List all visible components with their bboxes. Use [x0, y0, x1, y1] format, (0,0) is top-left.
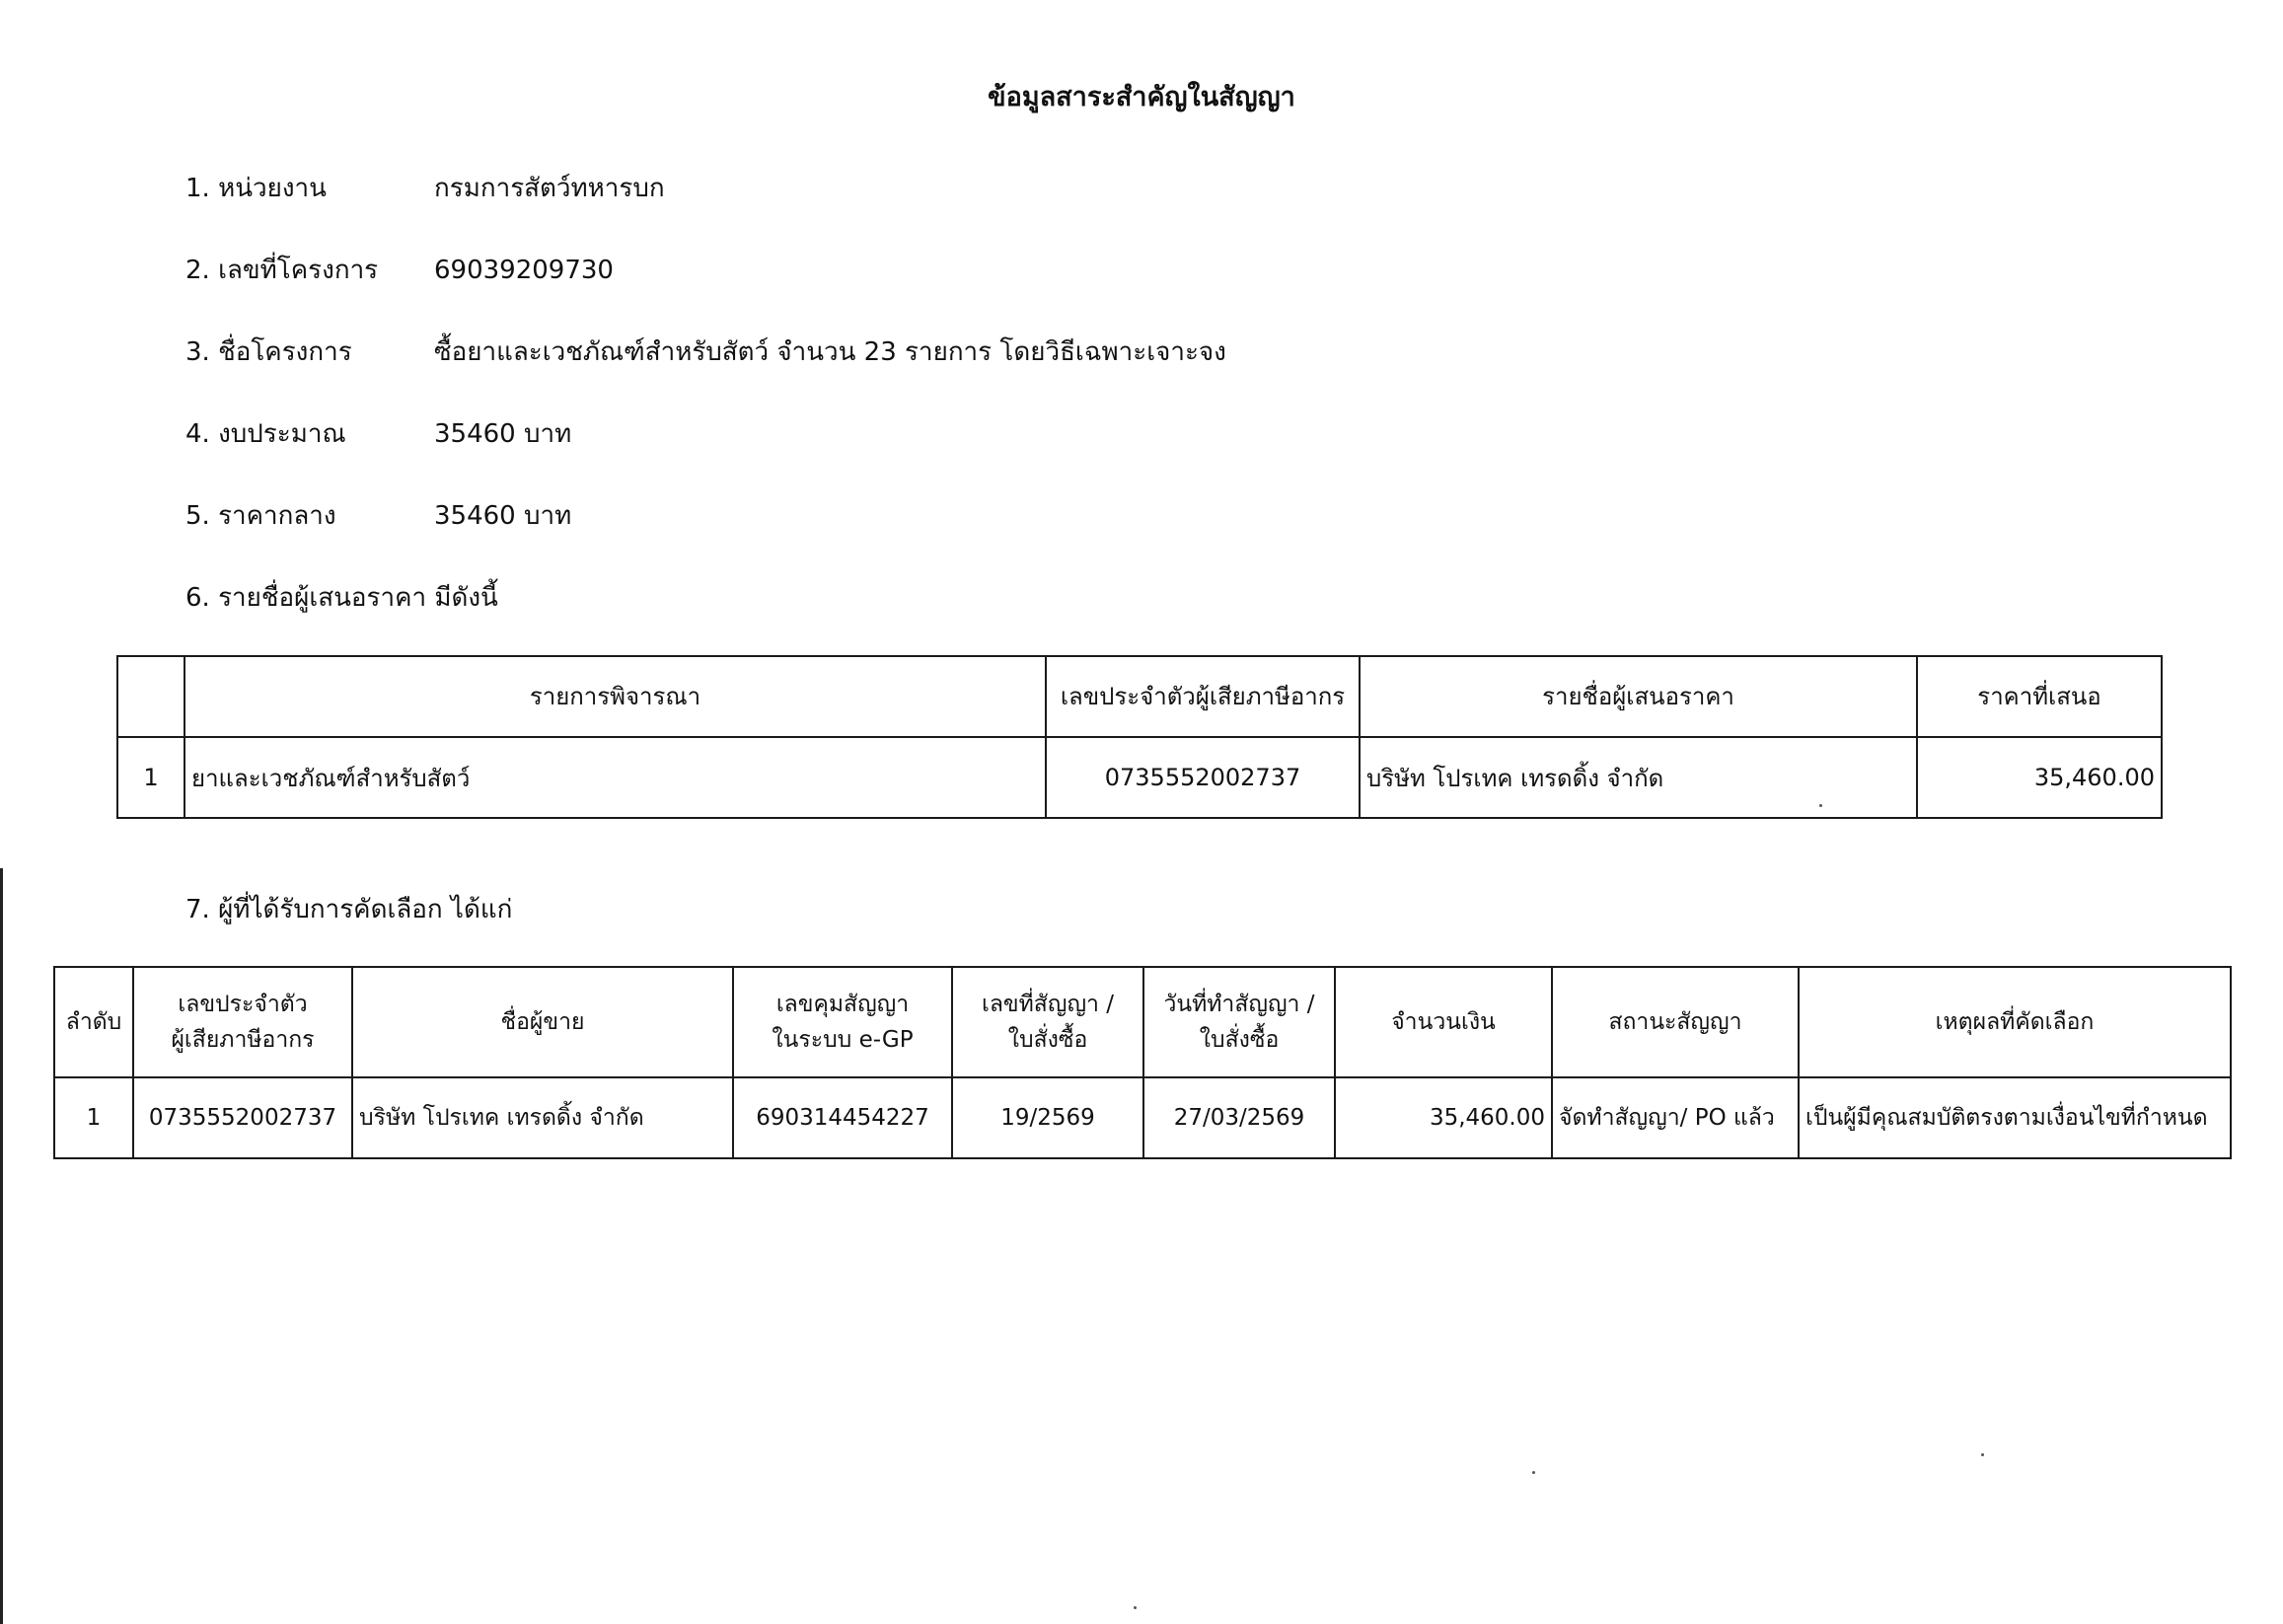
info-value: 35460 บาท: [434, 419, 572, 449]
header-line: เลขคุมสัญญา: [775, 992, 910, 1017]
column-header-amount: จำนวนเงิน: [1335, 967, 1552, 1077]
info-row-agency: [185, 169, 665, 208]
scan-speck: [1819, 804, 1822, 807]
column-header-no: ลำดับ: [54, 967, 133, 1077]
info-label: 2. เลขที่โครงการ: [185, 256, 379, 285]
info-value: ซื้อยาและเวชภัณฑ์สำหรับสัตว์ จำนวน 23 รายการ โดยวิธีเฉพาะเจาะจง: [434, 337, 1226, 367]
cell-no: 1: [117, 737, 184, 818]
column-header-reason: เหตุผลที่คัดเลือก: [1799, 967, 2231, 1077]
header-line: ในระบบ e-GP: [772, 1027, 914, 1053]
cell-tax-id: 0735552002737: [133, 1077, 352, 1158]
column-header-seller: ชื่อผู้ขาย: [352, 967, 733, 1077]
cell-item: ยาและเวชภัณฑ์สำหรับสัตว์: [184, 737, 1046, 818]
cell-contract-no: 19/2569: [952, 1077, 1143, 1158]
scan-speck: [1134, 1606, 1137, 1609]
table-row: [54, 1077, 2231, 1158]
scan-edge-line: [0, 868, 3, 1624]
column-header-tax-id: เลขประจำตัวผู้เสียภาษีอากร: [1046, 656, 1360, 737]
cell-egp: 690314454227: [733, 1077, 952, 1158]
winner-section-heading: 7. ผู้ที่ได้รับการคัดเลือก ได้แก่: [185, 895, 513, 924]
info-label: 4. งบประมาณ: [185, 419, 346, 449]
column-header-tax-id: [133, 967, 352, 1077]
cell-bidder: บริษัท โปรเทค เทรดดิ้ง จำกัด: [1360, 737, 1917, 818]
info-value: 35460 บาท: [434, 501, 572, 531]
column-header-contract-date: [1143, 967, 1335, 1077]
bidders-table: [116, 655, 2163, 819]
header-line: เลขประจำตัว: [178, 992, 308, 1017]
info-row-budget: [185, 414, 571, 454]
scan-speck: [1532, 1471, 1535, 1474]
header-line: ใบสั่งซื้อ: [1007, 1027, 1088, 1053]
cell-price: 35,460.00: [1917, 737, 2162, 818]
column-header-no: [117, 656, 184, 737]
cell-no: 1: [54, 1077, 133, 1158]
column-header-egp: [733, 967, 952, 1077]
column-header-item: รายการพิจารณา: [184, 656, 1046, 737]
cell-reason: เป็นผู้มีคุณสมบัติตรงตามเงื่อนไขที่กำหนด: [1799, 1077, 2231, 1158]
cell-tax-id: 0735552002737: [1046, 737, 1360, 818]
info-value: 69039209730: [434, 256, 614, 285]
cell-contract-date: 27/03/2569: [1143, 1077, 1335, 1158]
header-line: เลขที่สัญญา /: [981, 992, 1115, 1017]
column-header-bidder: รายชื่อผู้เสนอราคา: [1360, 656, 1917, 737]
column-header-status: สถานะสัญญา: [1552, 967, 1799, 1077]
info-row-reference-price: [185, 496, 571, 536]
header-line: วันที่ทำสัญญา /: [1163, 992, 1315, 1017]
cell-status: จัดทำสัญญา/ PO แล้ว: [1552, 1077, 1799, 1158]
info-row-project-number: [185, 251, 614, 290]
cell-amount: 35,460.00: [1335, 1077, 1552, 1158]
table-row: [117, 737, 2162, 818]
document-title: ข้อมูลสาระสำคัญในสัญญา: [988, 82, 1295, 112]
header-line: ผู้เสียภาษีอากร: [171, 1027, 315, 1053]
info-value: กรมการสัตว์ทหารบก: [434, 174, 665, 203]
info-row-project-name: [185, 332, 1226, 372]
scan-speck: [1981, 1453, 1984, 1456]
info-label: 1. หน่วยงาน: [185, 174, 327, 203]
info-label: 3. ชื่อโครงการ: [185, 337, 352, 367]
table-header-row: [54, 967, 2231, 1077]
winner-table: [53, 966, 2232, 1159]
cell-seller: บริษัท โปรเทค เทรดดิ้ง จำกัด: [352, 1077, 733, 1158]
bidders-section-heading: 6. รายชื่อผู้เสนอราคา มีดังนี้: [185, 583, 498, 613]
info-label: 5. ราคากลาง: [185, 501, 336, 531]
column-header-price: ราคาที่เสนอ: [1917, 656, 2162, 737]
table-header-row: [117, 656, 2162, 737]
column-header-contract-no: [952, 967, 1143, 1077]
header-line: ใบสั่งซื้อ: [1199, 1027, 1280, 1053]
